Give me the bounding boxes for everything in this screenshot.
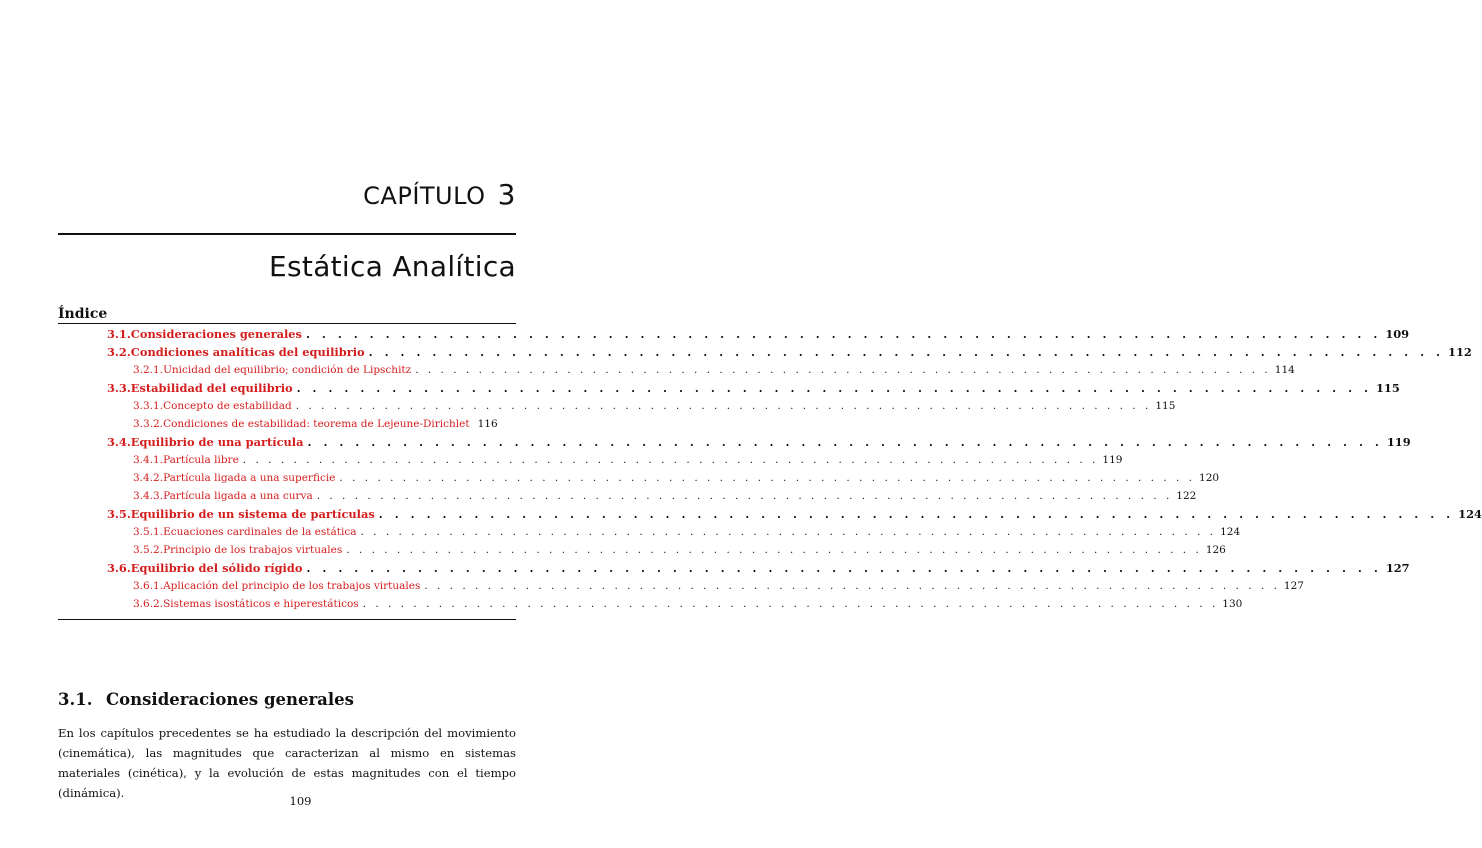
toc-entry-page: 119 <box>1386 435 1411 449</box>
toc-leader-dots: . . . . . . . . . . . . . . . . . . . . . . . . . . . . . . . . . . . . . . . . . . . . . . . . . . . . . . . . . . . . . . . . . . . . <box>316 490 1173 502</box>
toc-entry-title[interactable]: Principio de los trabajos virtuales <box>163 544 343 556</box>
toc-entry[interactable] <box>133 524 1241 541</box>
toc-heading: Índice <box>58 306 108 322</box>
toc-entry[interactable] <box>133 542 1226 559</box>
toc-top-rule <box>58 323 516 324</box>
toc-entry[interactable] <box>133 488 1197 505</box>
chapter-number: 3 <box>497 178 516 211</box>
toc-entry-title[interactable]: Partícula ligada a una superficie <box>163 472 336 484</box>
toc-entry[interactable] <box>133 452 1123 469</box>
toc-entry[interactable] <box>133 470 1220 487</box>
toc-leader-dots: . . . . . . . . . . . . . . . . . . . . . . . . . . . . . . . . . . . . . . . . . . . . . . . . . . . . . . . . . . . . . . . . . . . . <box>295 400 1152 412</box>
toc-entry-number[interactable]: 3.6.1. <box>133 580 164 592</box>
toc-entry[interactable] <box>133 578 1304 595</box>
toc-leader-dots: . . . . . . . . . . . . . . . . . . . . . . . . . . . . . . . . . . . . . . . . . . . . . . . . . . . . . . . . . . . . . . . . . . . . <box>307 435 1383 449</box>
toc-entry-number[interactable]: 3.5.2. <box>133 544 164 556</box>
body-paragraph: En los capítulos precedentes se ha estudiado la descripción del movimiento (cinemática), las magnitudes que caracterizan al mismo en sistemas materiales (cinética), y la evolución de estas magnitudes con el tiempo (dinámica). <box>58 726 516 800</box>
toc-leader-dots: . . . . . . . . . . . . . . . . . . . . . . . . . . . . . . . . . . . . . . . . . . . . . . . . . . . . . . . . . . . . . . . . . . . . <box>296 381 1372 395</box>
toc-leader-dots: . . . . . . . . . . . . . . . . . . . . . . . . . . . . . . . . . . . . . . . . . . . . . . . . . . . . . . . . . . . . . . . . . . . . <box>305 327 1382 341</box>
toc-entry-page: 120 <box>1199 472 1220 484</box>
toc-entry-page: 127 <box>1283 580 1304 592</box>
toc-entry-page: 124 <box>1220 526 1241 538</box>
toc-entry-title[interactable]: Equilibrio de una partícula <box>130 435 304 449</box>
toc-bottom-rule <box>58 619 516 620</box>
toc-entry-title[interactable]: Unicidad del equilibrio; condición de Lipschitz <box>163 364 412 376</box>
chapter-title: Estática Analítica <box>269 250 516 283</box>
toc-leader-dots: . . . . . . . . . . . . . . . . . . . . . . . . . . . . . . . . . . . . . . . . . . . . . . . . . . . . . . . . . . . . . . . . . . . . <box>378 507 1455 521</box>
toc-entry-page: 127 <box>1385 561 1410 575</box>
toc-leader-dots: . . . . . . . . . . . . . . . . . . . . . . . . . . . . . . . . . . . . . . . . . . . . . . . . . . . . . . . . . . . . . . . . . . . . <box>424 580 1280 592</box>
toc-entry-page: 126 <box>1205 544 1226 556</box>
toc-entry-title[interactable]: Partícula libre <box>163 454 239 466</box>
toc-leader-dots: . . . . . . . . . . . . . . . . . . . . . . . . . . . . . . . . . . . . . . . . . . . . . . . . . . . . . . . . . . . . . . . . . . . . <box>362 598 1219 610</box>
chapter-word: CAPÍTULO <box>363 182 486 210</box>
toc-entry-page: 124 <box>1458 507 1482 521</box>
section-title: Consideraciones generales <box>106 690 354 709</box>
toc-entry-page: 116 <box>477 418 498 430</box>
toc-entry-title[interactable]: Aplicación del principio de los trabajos virtuales <box>163 580 421 592</box>
toc-entry-number[interactable]: 3.4.2. <box>133 472 164 484</box>
toc-entry-number[interactable]: 3.6.2. <box>133 598 164 610</box>
toc-leader-dots: . . . . . . . . . . . . . . . . . . . . . . . . . . . . . . . . . . . . . . . . . . . . . . . . . . . . . . . . . . . . . . . . . . . . <box>242 454 1099 466</box>
toc-entry-title[interactable]: Equilibrio del sólido rígido <box>130 561 303 575</box>
toc-entry-page: 130 <box>1222 598 1243 610</box>
toc-entry-page: 119 <box>1102 454 1123 466</box>
chapter-label <box>363 178 516 211</box>
toc-entry-number[interactable]: 3.2. <box>107 345 131 359</box>
chapter-rule <box>58 233 516 235</box>
toc-entry-number[interactable]: 3.2.1. <box>133 364 164 376</box>
toc-entry[interactable] <box>107 506 1482 523</box>
toc-entry-page: 112 <box>1448 345 1472 359</box>
toc-entry-number[interactable]: 3.5. <box>107 507 131 521</box>
toc-entry-number[interactable]: 3.1. <box>107 327 131 341</box>
toc-entry-title[interactable]: Condiciones de estabilidad: teorema de Lejeune-Dirichlet <box>163 418 470 430</box>
toc-entry-title[interactable]: Ecuaciones cardinales de la estática <box>163 526 357 538</box>
toc-leader-dots: . . . . . . . . . . . . . . . . . . . . . . . . . . . . . . . . . . . . . . . . . . . . . . . . . . . . . . . . . . . . . . . . . . . . <box>306 561 1382 575</box>
toc-entry[interactable] <box>133 398 1176 415</box>
toc-entry-number[interactable]: 3.6. <box>107 561 131 575</box>
toc-entry[interactable] <box>133 596 1243 613</box>
toc-entry-page: 115 <box>1375 381 1400 395</box>
toc-entry-title[interactable]: Estabilidad del equilibrio <box>130 381 293 395</box>
page-number: 109 <box>289 794 312 808</box>
toc-entry-title[interactable]: Sistemas isostáticos e hiperestáticos <box>163 598 359 610</box>
toc-entry-page: 115 <box>1155 400 1176 412</box>
section-number: 3.1. <box>58 690 93 709</box>
toc-entry-number[interactable]: 3.5.1. <box>133 526 164 538</box>
toc-entry[interactable] <box>107 344 1472 361</box>
section-heading <box>58 690 354 709</box>
toc-entry[interactable] <box>107 434 1411 451</box>
toc-entry-page: 122 <box>1176 490 1197 502</box>
toc-leader-dots: . . . . . . . . . . . . . . . . . . . . . . . . . . . . . . . . . . . . . . . . . . . . . . . . . . . . . . . . . . . . . . . . . . . . <box>368 345 1445 359</box>
toc-entry-number[interactable]: 3.3.2. <box>133 418 164 430</box>
toc-entry-title[interactable]: Partícula ligada a una curva <box>163 490 313 502</box>
toc-entry-title[interactable]: Condiciones analíticas del equilibrio <box>130 345 365 359</box>
toc-entry-page: 114 <box>1274 364 1295 376</box>
toc-leader-dots: . . . . . . . . . . . . . . . . . . . . . . . . . . . . . . . . . . . . . . . . . . . . . . . . . . . . . . . . . . . . . . . . . . . . <box>346 544 1202 556</box>
toc-entry-number[interactable]: 3.3.1. <box>133 400 164 412</box>
toc-leader-dots: . . . . . . . . . . . . . . . . . . . . . . . . . . . . . . . . . . . . . . . . . . . . . . . . . . . . . . . . . . . . . . . . . . . . <box>415 364 1271 376</box>
toc-entry-title[interactable]: Consideraciones generales <box>130 327 302 341</box>
toc-entry-title[interactable]: Equilibrio de un sistema de partículas <box>130 507 375 521</box>
toc-entry[interactable] <box>133 362 1295 379</box>
toc-entry-number[interactable]: 3.3. <box>107 381 131 395</box>
toc-leader-dots: . . . . . . . . . . . . . . . . . . . . . . . . . . . . . . . . . . . . . . . . . . . . . . . . . . . . . . . . . . . . . . . . . . . . <box>360 526 1217 538</box>
toc-entry[interactable] <box>133 416 498 433</box>
toc-entry[interactable] <box>107 380 1400 397</box>
toc-leader-dots: . . . . . . . . . . . . . . . . . . . . . . . . . . . . . . . . . . . . . . . . . . . . . . . . . . . . . . . . . . . . . . . . . . . . <box>339 472 1196 484</box>
toc-entry[interactable] <box>107 326 1410 343</box>
toc-entry-number[interactable]: 3.4.3. <box>133 490 164 502</box>
toc-entry-page: 109 <box>1385 327 1410 341</box>
toc-entry-title[interactable]: Concepto de estabilidad <box>163 400 292 412</box>
toc-entry[interactable] <box>107 560 1410 577</box>
toc-entry-number[interactable]: 3.4. <box>107 435 131 449</box>
toc-entry-number[interactable]: 3.4.1. <box>133 454 164 466</box>
